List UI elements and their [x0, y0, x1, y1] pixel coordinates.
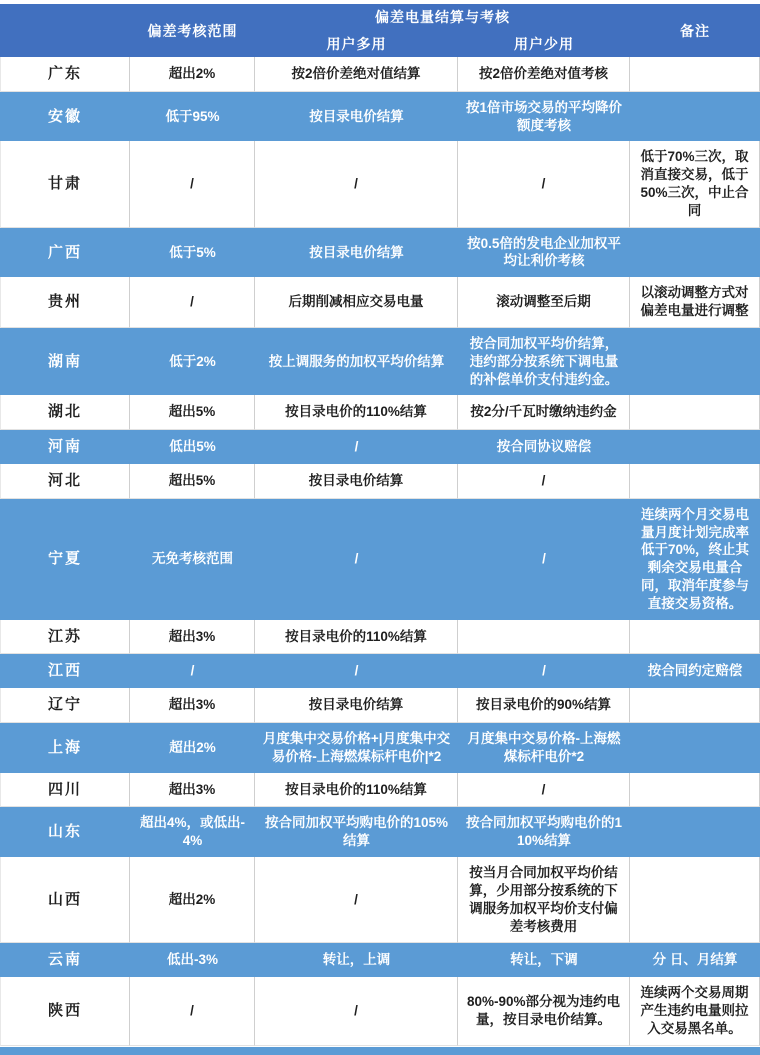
user-more-cell: / [255, 430, 458, 464]
province-cell: 河北 [0, 464, 130, 499]
user-less-cell: 按1倍市场交易的平均降价额度考核 [458, 92, 630, 142]
range-cell: 超出4%，或低出-4% [130, 807, 255, 857]
user-less-cell: / [458, 499, 630, 620]
user-less-cell: / [458, 464, 630, 499]
user-more-cell: 月度集中交易价格+|月度集中交易价格-上海燃煤标杆电价|*2 [255, 723, 458, 773]
province-cell: 河南 [0, 430, 130, 464]
table-body [0, 57, 760, 1046]
user-less-cell [458, 620, 630, 655]
user-more-cell: 按目录电价的110%结算 [255, 773, 458, 808]
user-less-cell: / [458, 773, 630, 808]
header-user-less: 用户少用 [514, 35, 574, 52]
table-row [0, 654, 760, 688]
remark-cell [630, 773, 760, 808]
province-cell: 江西 [0, 654, 130, 688]
table-row [0, 807, 760, 857]
range-cell: 超出5% [130, 464, 255, 499]
remark-cell: 分 日、月结算 [630, 943, 760, 977]
user-less-cell: 按2倍价差绝对值考核 [458, 57, 630, 92]
province-cell: 广东 [0, 57, 130, 92]
range-cell: 低于95% [130, 92, 255, 142]
remark-cell [630, 430, 760, 464]
range-cell: 超出3% [130, 688, 255, 723]
table-row [0, 723, 760, 773]
table-row [0, 57, 760, 92]
user-less-cell: 按合同协议赔偿 [458, 430, 630, 464]
user-less-cell: 按当月合同加权平均价结算，少用部分按系统的下调服务加权平均价支付偏差考核费用 [458, 857, 630, 943]
remark-cell: 连续两个月交易电量月度计划完成率低于70%，终止其剩余交易电量合同，取消年度参与直接交易资格。 [630, 499, 760, 620]
user-more-cell: 按上调服务的加权平均价结算 [255, 328, 458, 395]
user-more-cell: / [255, 499, 458, 620]
range-cell: 无免考核范围 [130, 499, 255, 620]
table-row [0, 141, 760, 227]
table-row [0, 773, 760, 808]
remark-cell [630, 857, 760, 943]
remark-cell [630, 723, 760, 773]
header-user-more: 用户多用 [326, 35, 387, 52]
province-cell: 安徽 [0, 92, 130, 142]
province-cell: 贵州 [0, 277, 130, 328]
table-row [0, 395, 760, 430]
user-less-cell: 按合同加权平均价结算，违约部分按系统下调电量的补偿单价支付违约金。 [458, 328, 630, 395]
header-remark: 备注 [680, 22, 710, 39]
table-row [0, 464, 760, 499]
range-cell: 超出3% [130, 773, 255, 808]
remark-cell [630, 57, 760, 92]
province-cell: 广西 [0, 228, 130, 278]
table-row [0, 977, 760, 1045]
range-cell: 超出5% [130, 395, 255, 430]
user-less-cell: 按合同加权平均购电价的110%结算 [458, 807, 630, 857]
remark-cell [630, 92, 760, 142]
header-range: 偏差考核范围 [147, 22, 238, 39]
header-settlement-group: 偏差电量结算与考核 [375, 9, 510, 25]
province-cell: 湖北 [0, 395, 130, 430]
user-less-cell: 80%-90%部分视为违约电量，按目录电价结算。 [458, 977, 630, 1045]
province-cell: 山西 [0, 857, 130, 943]
province-cell: 湖南 [0, 328, 130, 395]
user-less-cell: / [458, 141, 630, 227]
user-more-cell: 按目录电价结算 [255, 464, 458, 499]
remark-cell [630, 620, 760, 655]
range-cell: / [130, 977, 255, 1045]
range-cell: / [130, 277, 255, 328]
table-row [0, 277, 760, 328]
table-row [0, 620, 760, 655]
province-cell: 山东 [0, 807, 130, 857]
table-row [0, 688, 760, 723]
remark-cell: 低于70%三次，取消直接交易，低于50%三次，中止合同 [630, 141, 760, 227]
remark-cell [630, 464, 760, 499]
province-cell: 陕西 [0, 977, 130, 1045]
table-row [0, 328, 760, 395]
table-row [0, 92, 760, 142]
user-more-cell: 转让，上调 [255, 943, 458, 977]
province-cell: 上海 [0, 723, 130, 773]
user-more-cell: 按目录电价的110%结算 [255, 620, 458, 655]
header-blank-cell [0, 4, 130, 57]
range-cell: 超出3% [130, 620, 255, 655]
remark-cell [630, 688, 760, 723]
province-cell: 云南 [0, 943, 130, 977]
range-cell: 低出5% [130, 430, 255, 464]
user-more-cell: 后期削减相应交易电量 [255, 277, 458, 328]
table-row [0, 228, 760, 278]
remark-cell: 连续两个交易周期产生违约电量则拉入交易黑名单。 [630, 977, 760, 1045]
remark-cell [630, 807, 760, 857]
user-more-cell: 按目录电价的110%结算 [255, 395, 458, 430]
range-cell: 低于2% [130, 328, 255, 395]
user-less-cell: 滚动调整至后期 [458, 277, 630, 328]
range-cell: 超出2% [130, 857, 255, 943]
remark-cell: 按合同约定赔偿 [630, 654, 760, 688]
province-cell: 宁夏 [0, 499, 130, 620]
table-row [0, 430, 760, 464]
remark-cell [630, 228, 760, 278]
user-more-cell: 按目录电价结算 [255, 688, 458, 723]
user-less-cell: 按目录电价的90%结算 [458, 688, 630, 723]
table-header [0, 4, 760, 57]
remark-cell: 以滚动调整方式对偏差电量进行调整 [630, 277, 760, 328]
range-cell: / [130, 654, 255, 688]
remark-cell [630, 395, 760, 430]
range-cell: 低于5% [130, 228, 255, 278]
table-row [0, 857, 760, 943]
bottom-accent-bar [0, 1047, 760, 1055]
province-cell: 甘肃 [0, 141, 130, 227]
range-cell: 超出2% [130, 57, 255, 92]
user-more-cell: 按目录电价结算 [255, 92, 458, 142]
user-more-cell: 按2倍价差绝对值结算 [255, 57, 458, 92]
user-less-cell: 按2分/千瓦时缴纳违约金 [458, 395, 630, 430]
user-more-cell: / [255, 654, 458, 688]
user-less-cell: 月度集中交易价格-上海燃煤标杆电价*2 [458, 723, 630, 773]
table-row [0, 943, 760, 977]
province-cell: 辽宁 [0, 688, 130, 723]
province-cell: 四川 [0, 773, 130, 808]
user-less-cell: / [458, 654, 630, 688]
user-more-cell: / [255, 141, 458, 227]
remark-cell [630, 328, 760, 395]
user-more-cell: / [255, 857, 458, 943]
range-cell: / [130, 141, 255, 227]
user-less-cell: 按0.5倍的发电企业加权平均让利价考核 [458, 228, 630, 278]
user-more-cell: 按目录电价结算 [255, 228, 458, 278]
range-cell: 低出-3% [130, 943, 255, 977]
range-cell: 超出2% [130, 723, 255, 773]
province-cell: 江苏 [0, 620, 130, 655]
user-more-cell: 按合同加权平均购电价的105%结算 [255, 807, 458, 857]
user-more-cell: / [255, 977, 458, 1045]
table-row [0, 499, 760, 620]
user-less-cell: 转让，下调 [458, 943, 630, 977]
